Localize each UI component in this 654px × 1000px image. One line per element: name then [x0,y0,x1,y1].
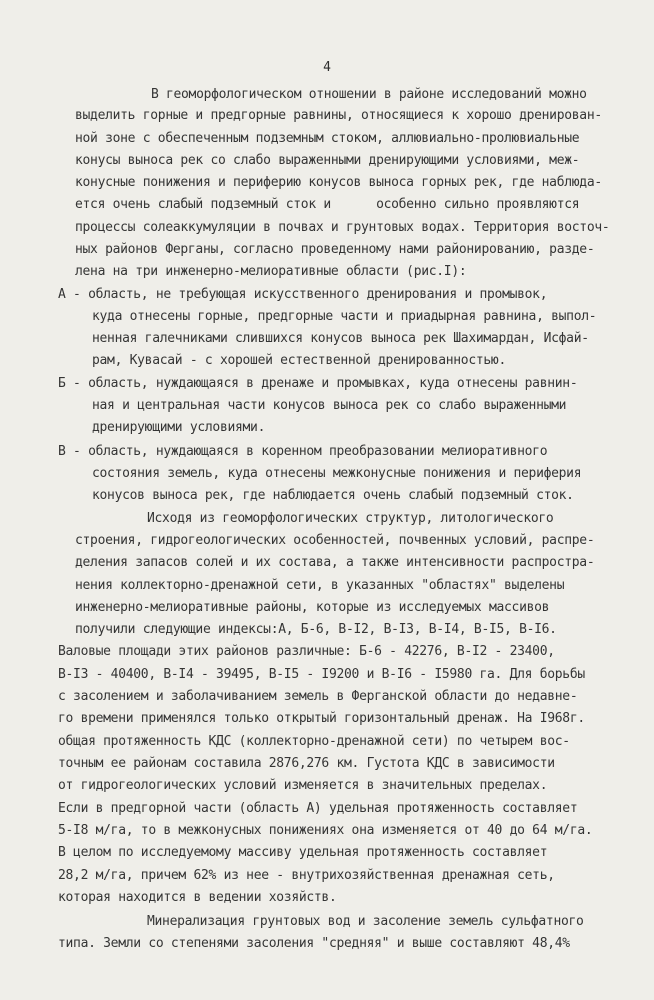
text-line: лена на три инженерно-мелиоративные области (рис.I): [75,264,467,279]
text-line: ненная галечниками слившихся конусов выноса рек Шахимардан, Исфай- [92,331,589,346]
text-line: конусы выноса рек со слабо выраженными дренирующими условиями, меж- [75,153,580,168]
text-line: которая находится в ведении хозяйств. [58,890,337,905]
text-line: ная и центральная части конусов выноса рек со слабо выраженными [92,398,567,413]
text-line: дренирующими условиями. [92,420,266,435]
text-line: общая протяженность КДС (коллекторно-дренажной сети) по четырем вос- [58,734,570,749]
text-line: конусов выноса рек, где наблюдается очень слабый подземный сток. [92,488,574,503]
text-line: В геоморфологическом отношении в районе исследований можно [151,87,587,102]
text-line: процессы солеаккумуляции в почвах и грунтовых водах. Территория восточ- [75,220,610,235]
text-line: А - область, не требующая искусственного дренирования и промывок, [58,287,548,302]
text-line: Минерализация грунтовых вод и засоление земель сульфатного [147,914,584,929]
text-line: состояния земель, куда отнесены межконусные понижения и периферия [92,466,582,481]
text-line: получили следующие индексы:А, Б-6, В-I2, В-I3, В-I4, В-I5, В-I6. [75,622,557,637]
text-line: конусные понижения и периферию конусов выноса горных рек, где наблюда- [75,175,602,190]
text-line: Б - область, нуждающаяся в дренаже и промывках, куда отнесены равнин- [58,376,578,391]
text-line: куда отнесены горные, предгорные части и приадырная равнина, выпол- [92,309,597,324]
text-line: с засолением и заболачиванием земель в Ферганской области до недавне- [58,689,578,704]
text-line: В целом по исследуемому массиву удельная протяженность составляет [58,845,548,860]
text-line: точным ее районам составила 2876,276 км. Густота КДС в зависимости [58,756,555,771]
text-line: выделить горные и предгорные равнины, относящиеся к хорошо дренирован- [75,108,602,123]
text-line: инженерно-мелиоративные районы, которые из исследуемых массивов [75,600,550,615]
text-line: Исходя из геоморфологических структур, литологического [147,511,554,526]
text-line: ных районов Ферганы, согласно проведенному нами районированию, разде- [75,242,595,257]
text-line: строения, гидрогеологических особенностей, почвенных условий, распре- [75,533,595,548]
text-line: 28,2 м/га, причем 62% из нее - внутрихозяйственная дренажная сеть, [58,868,555,883]
text-line: ется очень слабый подземный сток и особенно сильно проявляются [75,197,580,212]
text-line: деления запасов солей и их состава, а также интенсивности распростра- [75,555,595,570]
text-line: 5-I8 м/га, то в межконусных понижениях она изменяется от 40 до 64 м/га. [58,823,593,838]
text-line: го времени применялся только открытый горизонтальный дренаж. На I968г. [58,711,585,726]
text-line: В-I3 - 40400, В-I4 - 39495, В-I5 - I9200 и В-I6 - I5980 га. Для борьбы [58,667,585,682]
page-number: 4 [323,60,331,75]
text-line: Валовые площади этих районов различные: Б-6 - 42276, В-I2 - 23400, [58,644,555,659]
text-line: нения коллекторно-дренажной сети, в указанных "областях" выделены [75,578,565,593]
text-line: Если в предгорной части (область А) удельная протяженность составляет [58,801,578,816]
text-line: ной зоне с обеспеченным подземным стоком, аллювиально-пролювиальные [75,131,580,146]
text-line: типа. Земли со степенями засоления "средняя" и выше составляют 48,4% [58,936,570,951]
text-line: рам, Кувасай - с хорошей естественной дренированностью. [92,353,506,368]
text-line: от гидрогеологических условий изменяется в значительных пределах. [58,778,548,793]
text-line: В - область, нуждающаяся в коренном преобразовании мелиоративного [58,444,548,459]
